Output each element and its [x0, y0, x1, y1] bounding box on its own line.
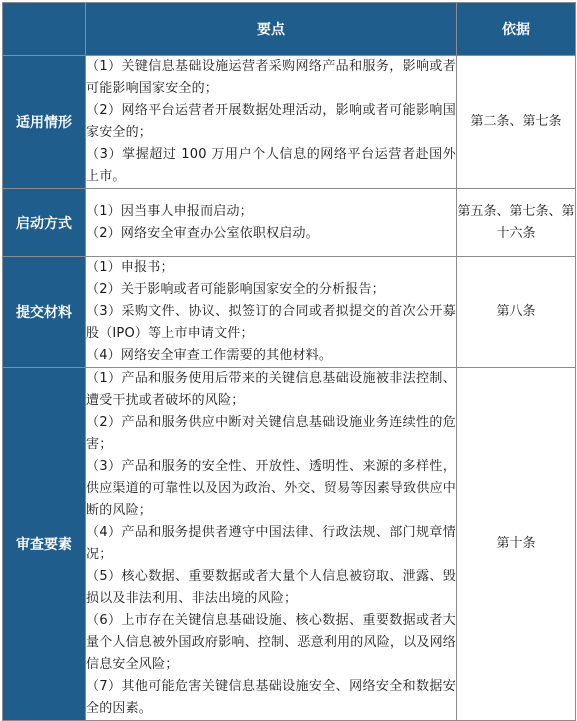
- point-item: （1）关键信息基础设施运营者采购网络产品和服务，影响或者可能影响国家安全的；: [86, 59, 456, 96]
- row-label: 审查要素: [3, 368, 86, 721]
- row-review-factors: [3, 368, 576, 721]
- points-cell: [86, 368, 457, 721]
- point-item: （3）掌握超过 100 万用户个人信息的网络平台运营者赴国外上市。: [86, 147, 456, 184]
- points-cell: [86, 257, 457, 368]
- point-item: （5）核心数据、重要数据或者大量个人信息被窃取、泄露、毁损以及非法利用、非法出境的风险；: [86, 569, 456, 606]
- review-table: [2, 2, 576, 721]
- point-item: （1）申报书；: [86, 260, 174, 275]
- point-item: （6）上市存在关键信息基础设施、核心数据、重要数据或者大量个人信息被外国政府影响、控制、恶意利用的风险，以及网络信息安全风险；: [86, 613, 456, 672]
- point-item: （1）产品和服务使用后带来的关键信息基础设施被非法控制、遭受干扰或者破坏的风险；: [86, 371, 456, 408]
- points-cell: [86, 56, 457, 189]
- point-item: （2）关于影响或者可能影响国家安全的分析报告；: [86, 282, 385, 297]
- basis-cell: 第十条: [457, 368, 576, 721]
- point-item: （3）产品和服务的安全性、开放性、透明性、来源的多样性，供应渠道的可靠性以及因为政治、外交、贸易等因素导致供应中断的风险；: [86, 459, 456, 518]
- basis-cell: 第五条、第七条、第十六条: [457, 189, 576, 257]
- point-item: （2）网络平台运营者开展数据处理活动，影响或者可能影响国家安全的；: [86, 103, 456, 140]
- header-points: 要点: [86, 3, 457, 56]
- header-basis: 依据: [457, 3, 576, 56]
- row-label: 提交材料: [3, 257, 86, 368]
- header-corner-cell: [3, 3, 86, 56]
- point-item: （4）产品和服务提供者遵守中国法律、行政法规、部门规章情况；: [86, 525, 456, 562]
- row-submission-materials: [3, 257, 576, 368]
- row-label: 适用情形: [3, 56, 86, 189]
- row-applicable-situations: [3, 56, 576, 189]
- basis-cell: 第二条、第七条: [457, 56, 576, 189]
- point-item: （1）因当事人申报而启动；: [86, 203, 253, 219]
- row-initiation-method: [3, 189, 576, 257]
- point-item: （2）网络安全审查办公室依职权启动。: [86, 225, 319, 241]
- row-label: 启动方式: [3, 189, 86, 257]
- point-item: （2）产品和服务供应中断对关键信息基础设施业务连续性的危害；: [86, 415, 456, 452]
- point-item: （7）其他可能危害关键信息基础设施安全、网络安全和数据安全的因素。: [86, 679, 456, 716]
- point-item: （4）网络安全审查工作需要的其他材料。: [86, 348, 333, 363]
- basis-cell: 第八条: [457, 257, 576, 368]
- points-cell: [86, 189, 457, 257]
- point-item: （3）采购文件、协议、拟签订的合同或者拟提交的首次公开募股（IPO）等上市申请文件；: [86, 304, 456, 341]
- header-row: [3, 3, 576, 56]
